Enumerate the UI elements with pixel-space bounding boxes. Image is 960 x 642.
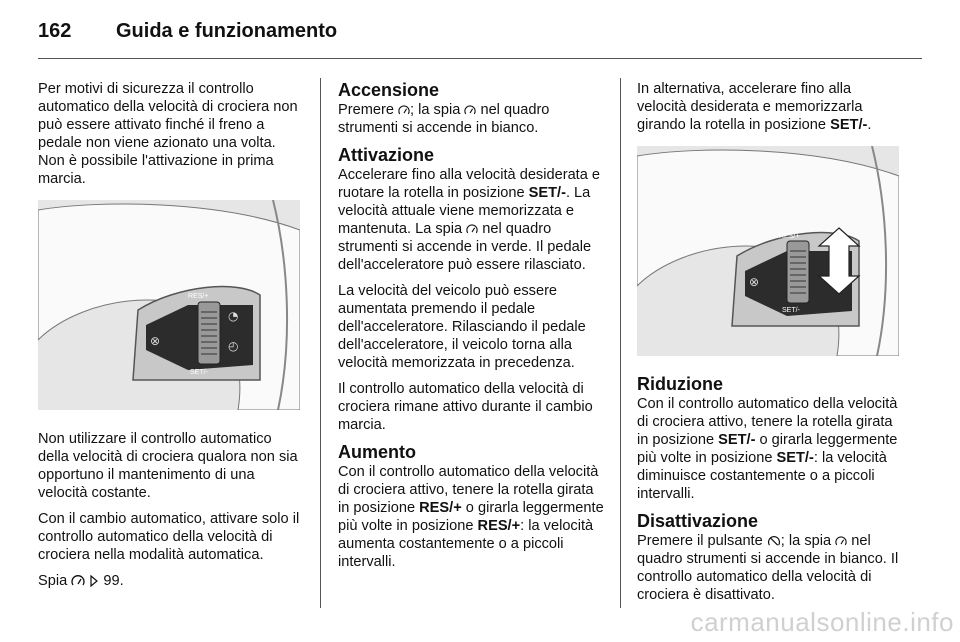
- paragraph: Il controllo automatico della velocità di crociera rimane attivo durante il cambio marcia.: [338, 381, 593, 433]
- svg-text:◔: ◔: [228, 309, 239, 323]
- paragraph: Con il controllo automatico della velocità di crociera attivo, tenere la rotella girata in posizione SET/- o girarla leggermente più volte in posizione SET/-: la velocità diminuisce costantemente o a piccoli intervalli.: [637, 396, 898, 502]
- column-divider: [320, 78, 321, 608]
- cruise-control-icon: [398, 105, 410, 116]
- paragraph: Accelerare fino alla velocità desiderata e ruotare la rotella in posizione SET/-. La velocità attuale viene memorizzata e mantenuta. La spia nel quadro strumenti si accende in verde. Il pedale dell'acceleratore può essere rilasciato.: [338, 167, 601, 273]
- paragraph: Non utilizzare il controllo automatico della velocità di crociera qualora non sia opportuno il mantenimento di una velocità costante.: [38, 431, 298, 501]
- paragraph: Premere il pulsante ; la spia nel quadro strumenti si accende in bianco. Il controllo automatico della velocità di crociera è disattivato.: [637, 533, 899, 603]
- section-heading: Aumento: [338, 442, 416, 462]
- cruise-cancel-icon: [767, 536, 781, 547]
- section-heading: Attivazione: [338, 145, 435, 165]
- steering-wheel-roller-image: [637, 146, 899, 356]
- paragraph: Premere ; la spia nel quadro strumenti si accende in bianco.: [338, 102, 550, 136]
- cruise-control-icon: [835, 536, 847, 547]
- page-header: [38, 20, 337, 43]
- column-divider: [620, 78, 621, 608]
- column-2: [338, 80, 606, 579]
- watermark: carmanualsonline.info: [690, 607, 954, 637]
- cruise-control-icon: [466, 224, 478, 235]
- paragraph: Con il cambio automatico, attivare solo il controllo automatico della velocità di crociera nella modalità automatica.: [38, 511, 300, 563]
- paragraph: Con il controllo automatico della velocità di crociera attivo, tenere la rotella girata in posizione RES/+ o girarla leggermente più volte in posizione RES/+: la velocità aumenta costantemente o a piccoli intervalli.: [338, 464, 604, 570]
- page-title: Guida e funzionamento: [116, 20, 338, 42]
- cruise-control-icon: [71, 575, 85, 587]
- svg-text:⊗: ⊗: [749, 275, 760, 289]
- paragraph: In alternativa, accelerare fino alla velocità desiderata e memorizzarla girando la rotella in posizione SET/-.: [637, 81, 872, 133]
- page-reference[interactable]: 99.: [103, 573, 124, 589]
- paragraph: La velocità del veicolo può essere aumentata premendo il pedale dell'acceleratore. Rilasciando il pedale dell'acceleratore, il veicolo torna alla velocità memorizzata in precedenza.: [338, 283, 586, 371]
- paragraph: Per motivi di sicurezza il controllo automatico della velocità di crociera non può essere attivato finché il freno a pedale non viene azionato una volta. Non è possibile l'attivazione in prima marcia.: [38, 81, 298, 187]
- svg-text:⊗: ⊗: [150, 334, 161, 348]
- set-label: SET/-: [782, 307, 800, 314]
- header-rule: [38, 58, 922, 59]
- paragraph: Spia 99.: [38, 573, 124, 589]
- res-label: RES/+: [188, 293, 209, 300]
- page-reference-arrow-icon: [89, 575, 99, 587]
- column-3: [637, 80, 903, 612]
- svg-text:◴: ◴: [228, 339, 239, 353]
- set-label: SET/-: [190, 369, 208, 376]
- cruise-control-icon: [464, 105, 476, 116]
- page-number: 162: [38, 20, 72, 42]
- res-label: RES/+: [779, 233, 800, 240]
- steering-wheel-controls-image: [38, 200, 300, 410]
- section-heading: Disattivazione: [637, 511, 759, 531]
- column-1: [38, 80, 304, 598]
- section-heading: Accensione: [338, 80, 440, 100]
- section-heading: Riduzione: [637, 374, 723, 394]
